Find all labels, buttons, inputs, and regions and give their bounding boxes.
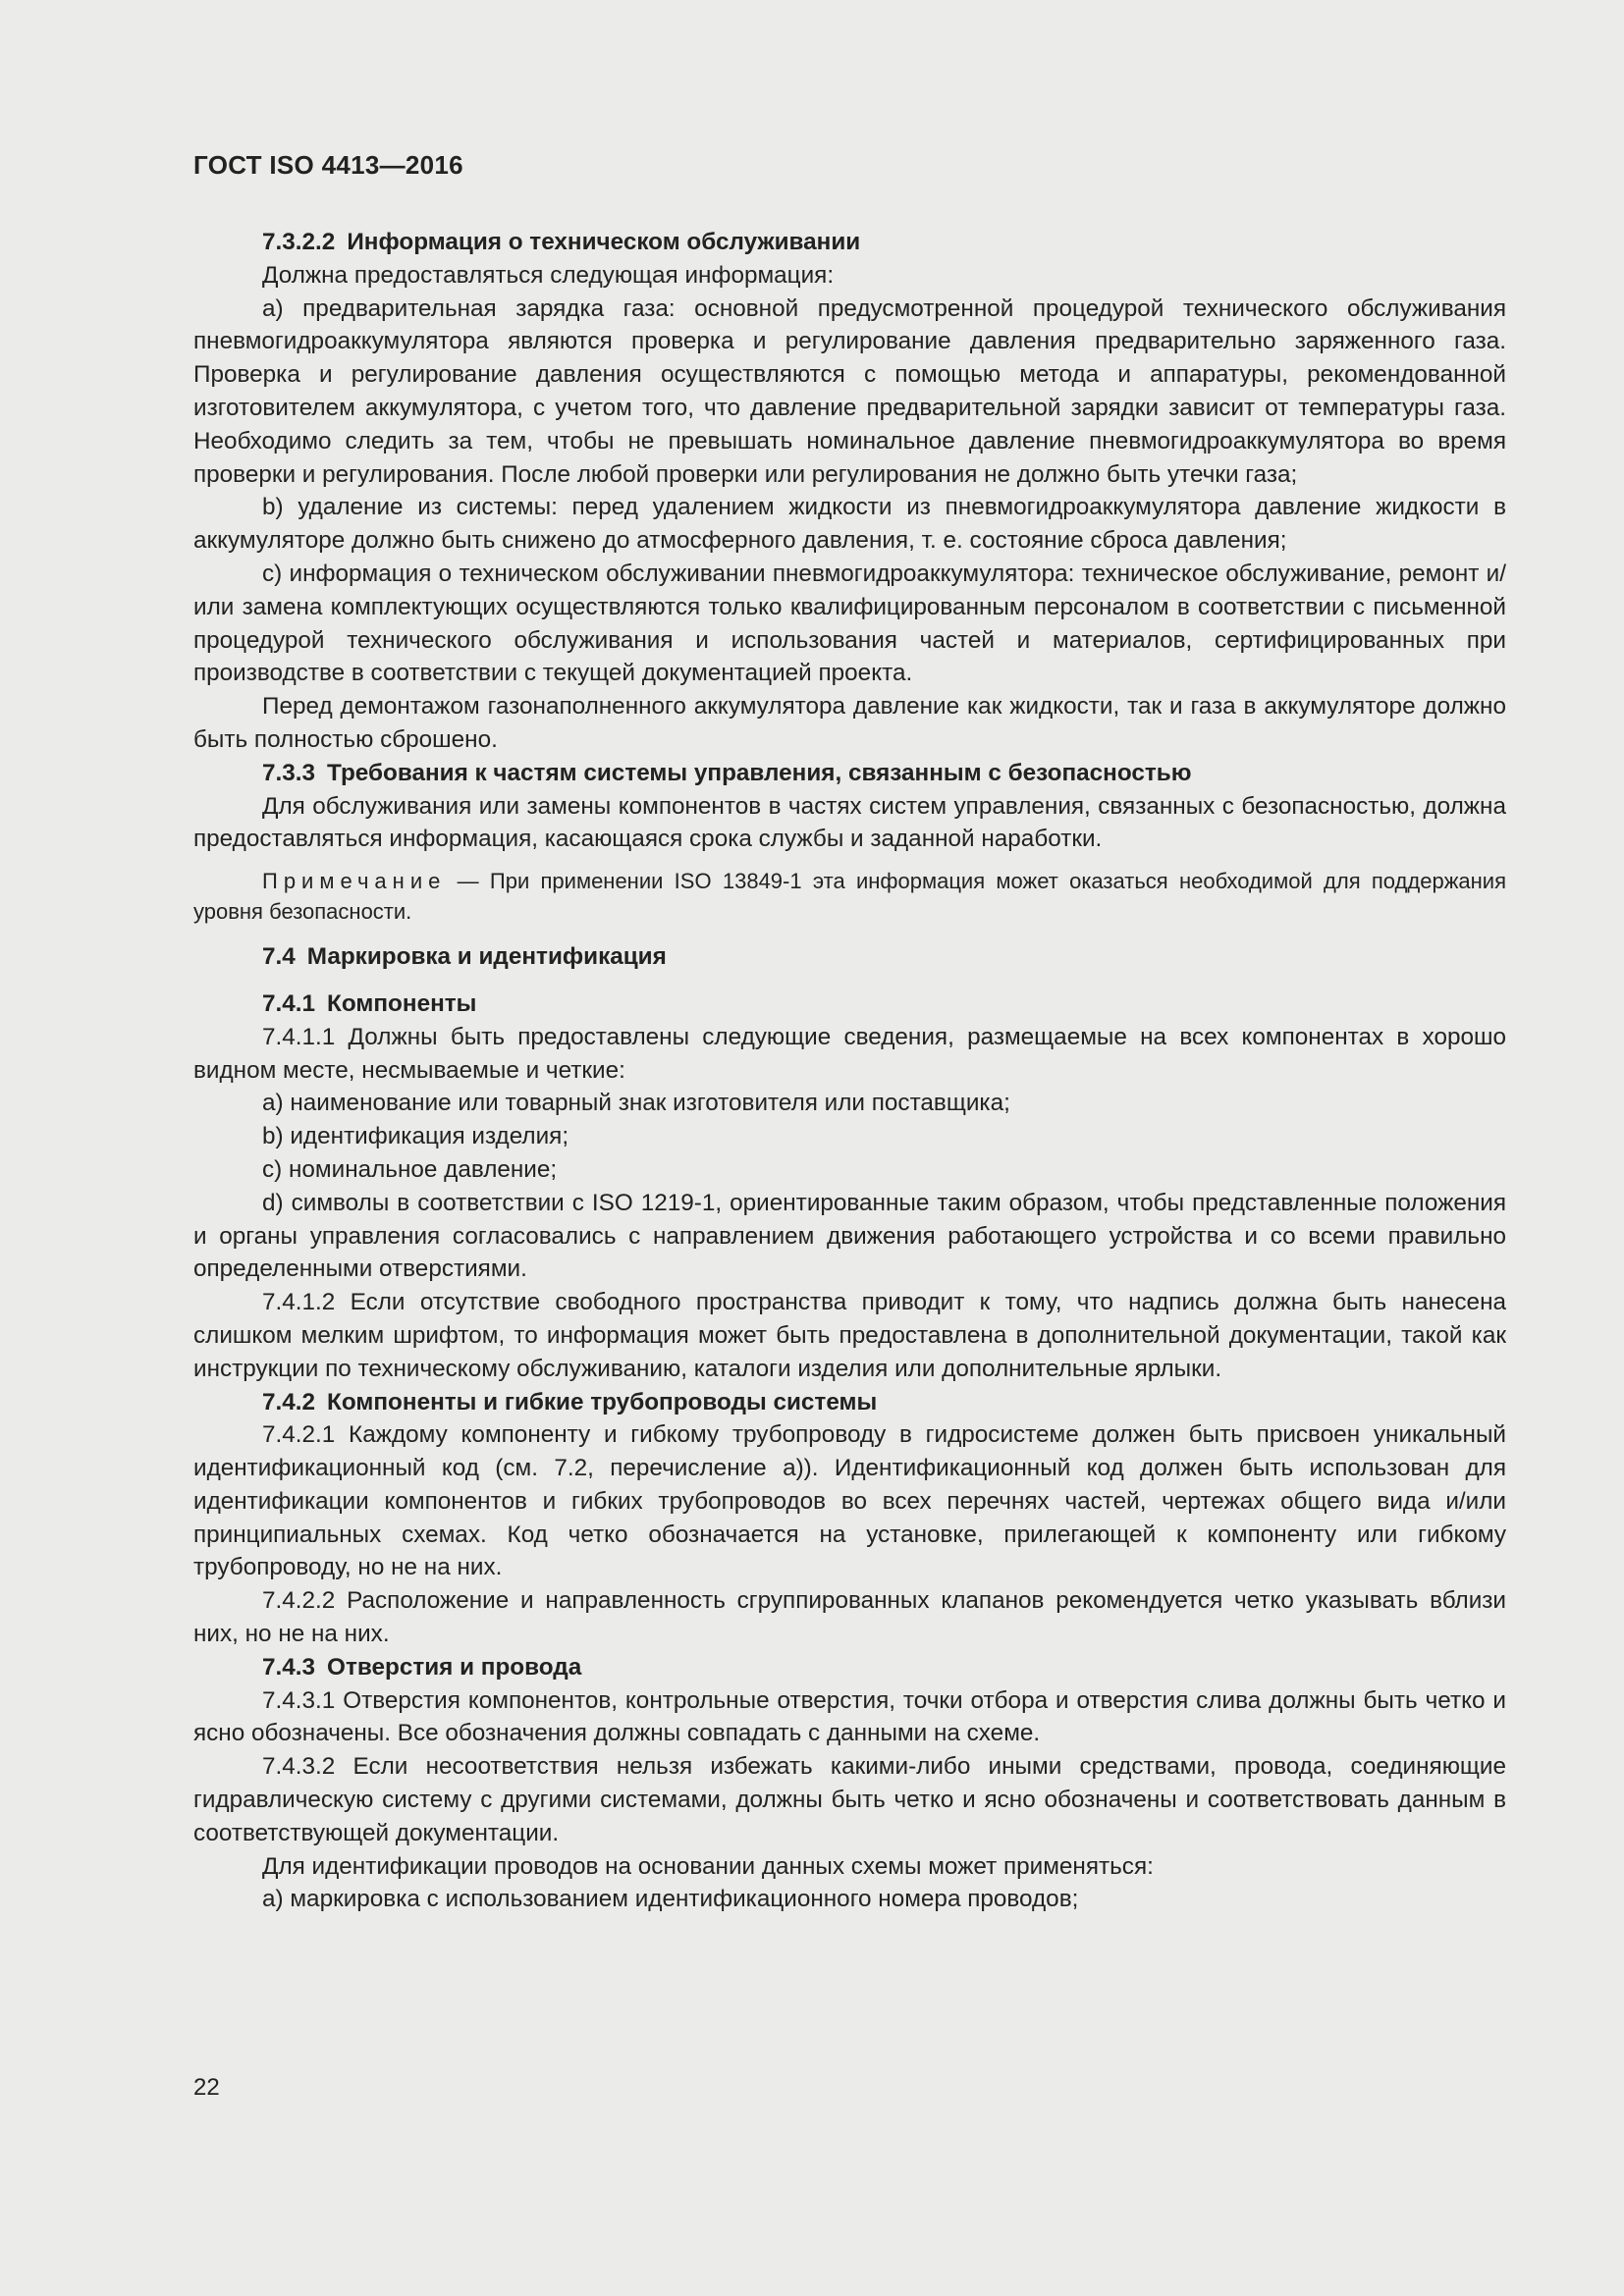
section-number: 7.4.3 [262, 1653, 316, 1681]
section-7-4-2-heading [193, 1386, 1506, 1419]
section-7-4-heading [193, 940, 1506, 974]
paragraph: Для идентификации проводов на основании данных схемы может применяться: [262, 1852, 1154, 1880]
section-title: Маркировка и идентификация [306, 943, 667, 971]
note [193, 866, 1506, 927]
section-7-4-3-heading [193, 1651, 1506, 1684]
section-number: 7.4 [262, 943, 296, 971]
list-item-a: а) маркировка с использованием идентификационного номера проводов; [262, 1886, 1079, 1913]
list-item-a: а) предварительная зарядка газа: основной предусмотренной процедурой технического обслуживания пневмогидроаккумулятора являются проверка и регулирование давления предварительно заряженного газа. Проверка и регулирование давления осуществляются с помощью метода и аппаратуры, рекомендованной изготовителем аккумулятора, с учетом того, что давление предварительной зарядки зависит от температуры газа. Необходимо следить за тем, чтобы не превышать номинальное давление пневмогидроаккумулятора во время проверки и регулирования. После любой проверки или регулирования не должно быть утечки газа; [193, 294, 1506, 488]
paragraph: 7.4.3.2 Если несоответствия нельзя избежать какими-либо иными средствами, провода, соединяющие гидравлическую систему с другими системами, должны быть четко и ясно обозначены и соответствовать данным в соответствующей документации. [193, 1753, 1506, 1846]
paragraph: Для обслуживания или замены компонентов в частях систем управления, связанных с безопасностью, должна предоставляться информация, касающаяся срока службы и заданной наработки. [193, 792, 1506, 853]
section-title: Компоненты [327, 989, 477, 1017]
paragraph: Должна предоставляться следующая информация: [262, 261, 835, 289]
section-7-3-2-2-heading [193, 226, 1506, 259]
paragraph: 7.4.2.2 Расположение и направленность сгруппированных клапанов рекомендуется четко указывать вблизи них, но не на них. [193, 1587, 1506, 1648]
list-item-c: с) информация о техническом обслуживании пневмогидроаккумулятора: техническое обслуживание, ремонт и/или замена комплектующих осуществляются только квалифицированным персоналом в соответствии с письменной процедурой технического обслуживания и использования частей и материалов, сертифицированных при производстве в соответствии с текущей документацией проекта. [193, 560, 1506, 687]
paragraph: 7.4.1.2 Если отсутствие свободного пространства приводит к тому, что надпись должна быть нанесена слишком мелким шрифтом, то информация может быть предоставлена в дополнительной документации, такой как инструкции по техническому обслуживанию, каталоги изделия или дополнительные ярлыки. [193, 1289, 1506, 1382]
section-number: 7.3.3 [262, 759, 316, 786]
section-title: Компоненты и гибкие трубопроводы системы [327, 1388, 878, 1415]
section-title: Требования к частям системы управления, связанным с безопасностью [327, 759, 1192, 786]
note-text: — При применении ISO 13849-1 эта информация может оказаться необходимой для поддержания уровня безопасности. [193, 869, 1506, 925]
page-number: 22 [193, 2074, 220, 2101]
section-title: Информация о техническом обслуживании [347, 229, 861, 255]
list-item-c: с) номинальное давление; [262, 1155, 558, 1183]
list-item-b: b) идентификация изделия; [262, 1123, 569, 1150]
section-7-4-1-heading [193, 988, 1506, 1021]
list-item-d: d) символы в соответствии с ISO 1219-1, ориентированные таким образом, чтобы представленные положения и органы управления согласовались с направлением движения работающего устройства и со всеми правильно определенными отверстиями. [193, 1189, 1506, 1283]
list-item-a: а) наименование или товарный знак изготовителя или поставщика; [262, 1090, 1010, 1117]
list-item-b: b) удаление из системы: перед удалением жидкости из пневмогидроаккумулятора давление жидкости в аккумуляторе должно быть снижено до атмосферного давления, т. е. состояние сброса давления; [193, 494, 1506, 555]
document-body [193, 226, 1506, 1916]
standard-designation: ГОСТ ISO 4413—2016 [193, 150, 463, 180]
paragraph: 7.4.1.1 Должны быть предоставлены следующие сведения, размещаемые на всех компонентах в хорошо видном месте, несмываемые и четкие: [193, 1023, 1506, 1084]
section-number: 7.3.2.2 [262, 229, 336, 255]
section-title: Отверстия и провода [327, 1653, 582, 1681]
section-7-3-3-heading [193, 757, 1506, 790]
section-number: 7.4.2 [262, 1388, 316, 1415]
section-number: 7.4.1 [262, 989, 316, 1017]
note-label: Примечание [262, 869, 447, 894]
paragraph: 7.4.3.1 Отверстия компонентов, контрольные отверстия, точки отбора и отверстия слива должны быть четко и ясно обозначены. Все обозначения должны совпадать с данными на схеме. [193, 1686, 1506, 1747]
paragraph: Перед демонтажом газонаполненного аккумулятора давление как жидкости, так и газа в аккумуляторе должно быть полностью сброшено. [193, 693, 1506, 753]
paragraph: 7.4.2.1 Каждому компоненту и гибкому трубопроводу в гидросистеме должен быть присвоен уникальный идентификационный код (см. 7.2, перечисление а)). Идентификационный код должен быть использован для идентификации компонентов и гибких трубопроводов во всех перечнях частей, чертежах общего вида и/или принципиальных схемах. Код четко обозначается на установке, прилегающей к компоненту или гибкому трубопроводу, но не на них. [193, 1421, 1506, 1581]
